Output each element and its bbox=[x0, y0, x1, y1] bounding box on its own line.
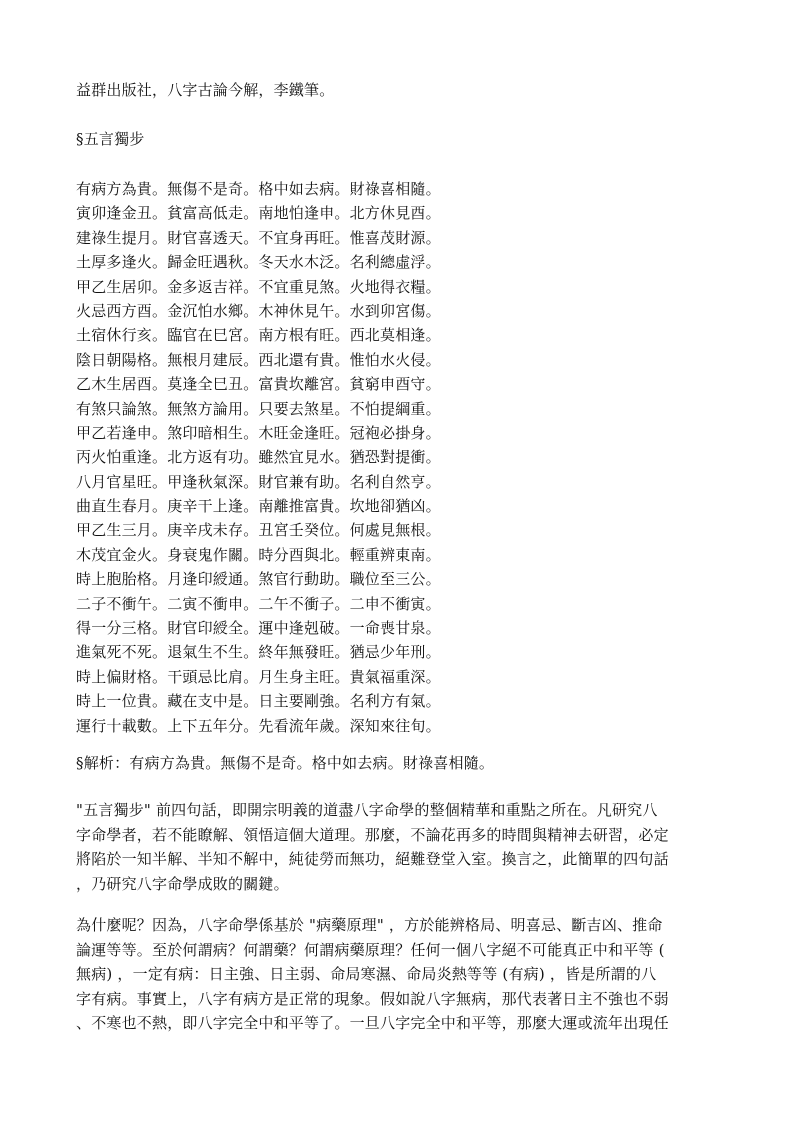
poem-line: 建祿生提月。財官喜透天。不宜身再旺。惟喜茂財源。 bbox=[76, 228, 441, 247]
poem-line: 二子不衝午。二寅不衝申。二午不衝子。二申不衝寅。 bbox=[76, 594, 441, 613]
poem-line: 甲乙生居卯。金多返吉祥。不宜重見煞。火地得衣糧。 bbox=[76, 277, 441, 296]
poem-line: 時上一位貴。藏在支中是。日主要剛強。名利方有氣。 bbox=[76, 692, 441, 711]
poem-line: 時上胞胎格。月逢印綬通。煞官行動助。職位至三公。 bbox=[76, 570, 441, 589]
analysis-paragraph-2 bbox=[76, 913, 701, 1036]
paragraph-line: 、不寒也不熱，即八字完全中和平等了。一旦八字完全中和平等，那麼大運或流年出現任 bbox=[76, 1014, 669, 1032]
poem-line: 木茂宜金火。身衰鬼作關。時分酉與北。輕重辨東南。 bbox=[76, 545, 441, 564]
poem-line: 進氣死不死。退氣生不生。終年無發旺。猶忌少年刑。 bbox=[76, 643, 441, 662]
paragraph-line: 論運等等。至於何謂病？何謂藥？何謂病藥原理？任何一個八字絕不可能真正中和平等 ( bbox=[76, 940, 665, 959]
poem-line: 土宿休行亥。臨官在巳宮。南方根有旺。西北莫相逢。 bbox=[76, 326, 441, 345]
paragraph-line: 無病) ，一定有病：日主強、日主弱、命局寒濕、命局炎熱等等 (有病) ，皆是所謂的八 bbox=[76, 965, 657, 983]
poem-line: 運行十載數。上下五年分。先看流年歲。深知來往旬。 bbox=[76, 716, 441, 735]
poem-line: 八月官星旺。甲逢秋氣深。財官兼有助。名利自然亨。 bbox=[76, 472, 441, 491]
paragraph-line: 字命學者，若不能瞭解、領悟這個大道理。那麼，不論花再多的時間與精神去研習，必定 bbox=[76, 825, 669, 844]
poem-block bbox=[76, 177, 716, 738]
poem-line: 丙火怕重逢。北方返有功。雖然宜見水。猶恐對提衝。 bbox=[76, 448, 441, 467]
paragraph-line: "五言獨步" 前四句話，即開宗明義的道盡八字命學的整個精華和重點之所在。凡研究八 bbox=[76, 801, 658, 819]
paragraph-line: ，乃研究八字命學成敗的關鍵。 bbox=[76, 874, 289, 893]
poem-line: 寅卯逢金丑。貧富高低走。南地怕逢申。北方休見酉。 bbox=[76, 204, 441, 223]
poem-line: 甲乙生三月。庚辛戌未存。丑宮壬癸位。何處見無根。 bbox=[76, 521, 441, 540]
poem-line: 甲乙若逢申。煞印暗相生。木旺金逢旺。冠袍必掛身。 bbox=[76, 423, 441, 442]
poem-line: 時上偏財格。干頭忌比肩。月生身主旺。貴氣福重深。 bbox=[76, 667, 441, 686]
poem-line: 有煞只論煞。無煞方論用。只要去煞星。不怕提綱重。 bbox=[76, 399, 441, 418]
paragraph-line: 字有病。事實上，八字有病方是正常的現象。假如說八字無病，那代表著日主不強也不弱 bbox=[76, 989, 669, 1008]
poem-line: 有病方為貴。無傷不是奇。格中如去病。財祿喜相隨。 bbox=[76, 180, 441, 198]
paragraph-line: 為什麼呢？因為，八字命學係基於 "病藥原理" ，方於能辨格局、明喜忌、斷吉凶、推命 bbox=[76, 916, 663, 934]
poem-line: 火忌西方酉。金沉怕水鄉。木神休見午。水到卯宮傷。 bbox=[76, 301, 441, 320]
poem-line: 曲直生春月。庚辛干上逢。南離推富貴。坎地卻猶凶。 bbox=[76, 497, 441, 516]
poem-line: 陰日朝陽格。無根月建辰。西北還有貴。惟怕水火侵。 bbox=[76, 350, 441, 369]
source-citation: 益群出版社，八字古論今解，李鐵筆。 bbox=[76, 81, 335, 99]
section-title: §五言獨步 bbox=[76, 130, 145, 148]
analysis-title: §解析：有病方為貴。無傷不是奇。格中如去病。財祿喜相隨。 bbox=[76, 754, 495, 772]
poem-line: 乙木生居酉。莫逢全巳丑。富貴坎離宮。貧窮申酉守。 bbox=[76, 375, 441, 394]
poem-line: 土厚多逢火。歸金旺遇秋。冬天水木泛。名利總虛浮。 bbox=[76, 253, 441, 272]
analysis-paragraph-1 bbox=[76, 798, 701, 896]
poem-line: 得一分三格。財官印綬全。運中逢剋破。一命喪甘泉。 bbox=[76, 619, 441, 638]
paragraph-line: 將陷於一知半解、半知不解中，純徒勞而無功，絕難登堂入室。換言之，此簡單的四句話 bbox=[76, 850, 669, 868]
